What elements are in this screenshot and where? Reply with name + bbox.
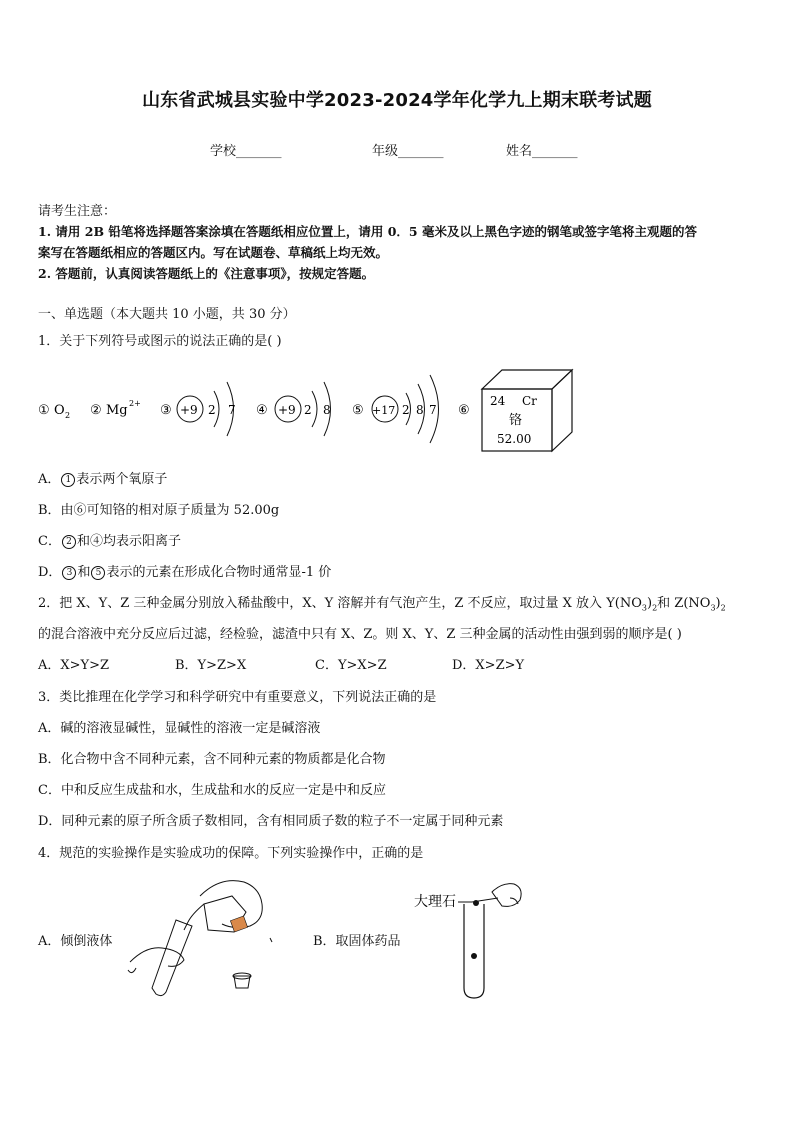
q3-option-b[interactable]: B．化合物中含不同种元素，含不同种元素的物质都是化合物 <box>38 752 386 767</box>
subscript: 3 <box>641 603 647 613</box>
item1-mark: ① <box>38 403 50 418</box>
atom-diagram-4 <box>275 382 331 436</box>
q4-stem: 4．规范的实验操作是实验成功的保障。下列实验操作中，正确的是 <box>38 846 424 861</box>
option-d-label: D． <box>38 565 62 580</box>
subscript: 2 <box>720 603 726 613</box>
q1-option-b[interactable]: B．由⑥可知铬的相对原子质量为 52.00g <box>38 503 280 518</box>
cell-name: 铬 <box>509 413 523 428</box>
q2-stem-line-2: 的混合溶液中充分反应后过滤，经检验，滤渣中只有 X、Z。则 X、Y、Z 三种金属的活动性由强到弱的顺序是( ) <box>38 627 682 642</box>
shell-4-1: 2 <box>304 403 312 417</box>
q2-text-b: ) <box>646 596 653 611</box>
cell-mass: 52.00 <box>497 432 532 446</box>
item2-superscript: 2+ <box>129 399 141 408</box>
option-d-text: 表示的元素在形成化合物时通常显-1 价 <box>106 565 332 580</box>
grade-field[interactable]: 年级_______ <box>372 144 444 159</box>
atom-diagram-3 <box>177 382 236 436</box>
atom-diagram-5 <box>372 375 439 443</box>
subscript: 3 <box>710 603 716 613</box>
q2-text-c: 和 Z(NO <box>657 596 711 611</box>
q1-option-d[interactable] <box>38 561 331 580</box>
nucleus-3: +9 <box>180 403 198 417</box>
section-heading: 一、单选题（本大题共 10 小题，共 30 分） <box>38 307 296 322</box>
shell-5-2: 8 <box>416 403 424 417</box>
nucleus-4: +9 <box>278 403 296 417</box>
q2-text-a: 2．把 X、Y、Z 三种金属分别放入稀盐酸中，X、Y 溶解并有气泡产生，Z 不反应，取过量 X 放入 Y(NO <box>38 596 642 611</box>
circled-number: 1 <box>61 473 75 487</box>
name-field[interactable]: 姓名_______ <box>506 144 578 159</box>
notice-line-1a: 1. 请用 2B 铅笔将选择题答案涂填在答题纸相应位置上，请用 0．5 毫米及以上黑色字迹的钢笔或签字笔将主观题的答 <box>38 224 697 239</box>
q2-option-b[interactable]: B．Y>Z>X <box>175 658 247 673</box>
item6-mark: ⑥ <box>458 403 470 418</box>
notice-line-1b: 案写在答题纸相应的答题区内。写在试题卷、草稿纸上均无效。 <box>38 245 389 260</box>
periodic-cell <box>482 370 572 451</box>
q3-option-d[interactable]: D．同种元素的原子所含质子数相同，含有相同质子数的粒子不一定属于同种元素 <box>38 814 504 829</box>
school-field[interactable]: 学校_______ <box>210 144 282 159</box>
q2-option-d[interactable]: D．X>Z>Y <box>452 658 525 673</box>
subscript: 2 <box>652 603 658 613</box>
item1-formula: O <box>54 403 65 418</box>
solid-reagent-illustration <box>410 876 530 1002</box>
shell-5-3: 7 <box>429 403 437 417</box>
shell-4-2: 8 <box>323 403 331 417</box>
q3-option-a[interactable]: A．碱的溶液显碱性，显碱性的溶液一定是碱溶液 <box>38 721 321 736</box>
circled-number: 5 <box>91 566 105 580</box>
page-title: 山东省武城县实验中学2023-2024学年化学九上期末联考试题 <box>142 90 652 111</box>
shell-3-2: 7 <box>228 403 236 417</box>
q1-option-c[interactable] <box>38 530 181 549</box>
option-d-and: 和 <box>77 565 91 580</box>
item5-mark: ⑤ <box>352 403 364 418</box>
item4-mark: ④ <box>256 403 268 418</box>
q2-text-d: ) <box>715 596 721 611</box>
notice-heading: 请考生注意： <box>38 204 117 219</box>
q1-figures <box>30 362 590 456</box>
q4-option-b[interactable]: B．取固体药品 <box>313 934 401 949</box>
q3-stem: 3．类比推理在化学学习和科学研究中有重要意义，下列说法正确的是 <box>38 690 437 705</box>
item3-mark: ③ <box>160 403 172 418</box>
marble-label: 大理石 <box>414 894 456 910</box>
circled-number: 2 <box>62 535 76 549</box>
q3-option-c[interactable]: C．中和反应生成盐和水，生成盐和水的反应一定是中和反应 <box>38 783 386 798</box>
q2-option-a[interactable]: A．X>Y>Z <box>38 658 110 673</box>
q4-option-a[interactable]: A．倾倒液体 <box>38 934 113 949</box>
shell-3-1: 2 <box>208 403 216 417</box>
option-c-text: 和④均表示阳离子 <box>76 534 181 549</box>
q1-stem: 1．关于下列符号或图示的说法正确的是( ) <box>38 334 282 349</box>
cell-symbol: Cr <box>522 394 537 408</box>
q2-stem-line-1 <box>38 592 726 613</box>
item2-formula: Mg <box>106 403 128 418</box>
notice-line-2: 2. 答题前，认真阅读答题纸上的《注意事项》，按规定答题。 <box>38 266 375 281</box>
q1-option-a[interactable] <box>38 468 167 487</box>
pouring-liquid-illustration <box>122 868 282 998</box>
cell-atomic-number: 24 <box>490 394 506 408</box>
nucleus-5: +17 <box>372 404 396 417</box>
item2-mark: ② <box>90 403 102 418</box>
item1-subscript: 2 <box>65 411 71 420</box>
option-a-label: A． <box>38 472 61 487</box>
option-a-text: 表示两个氧原子 <box>76 472 168 487</box>
option-c-label: C． <box>38 534 61 549</box>
q2-option-c[interactable]: C．Y>X>Z <box>315 658 387 673</box>
shell-5-1: 2 <box>402 403 410 417</box>
circled-number: 3 <box>62 566 76 580</box>
